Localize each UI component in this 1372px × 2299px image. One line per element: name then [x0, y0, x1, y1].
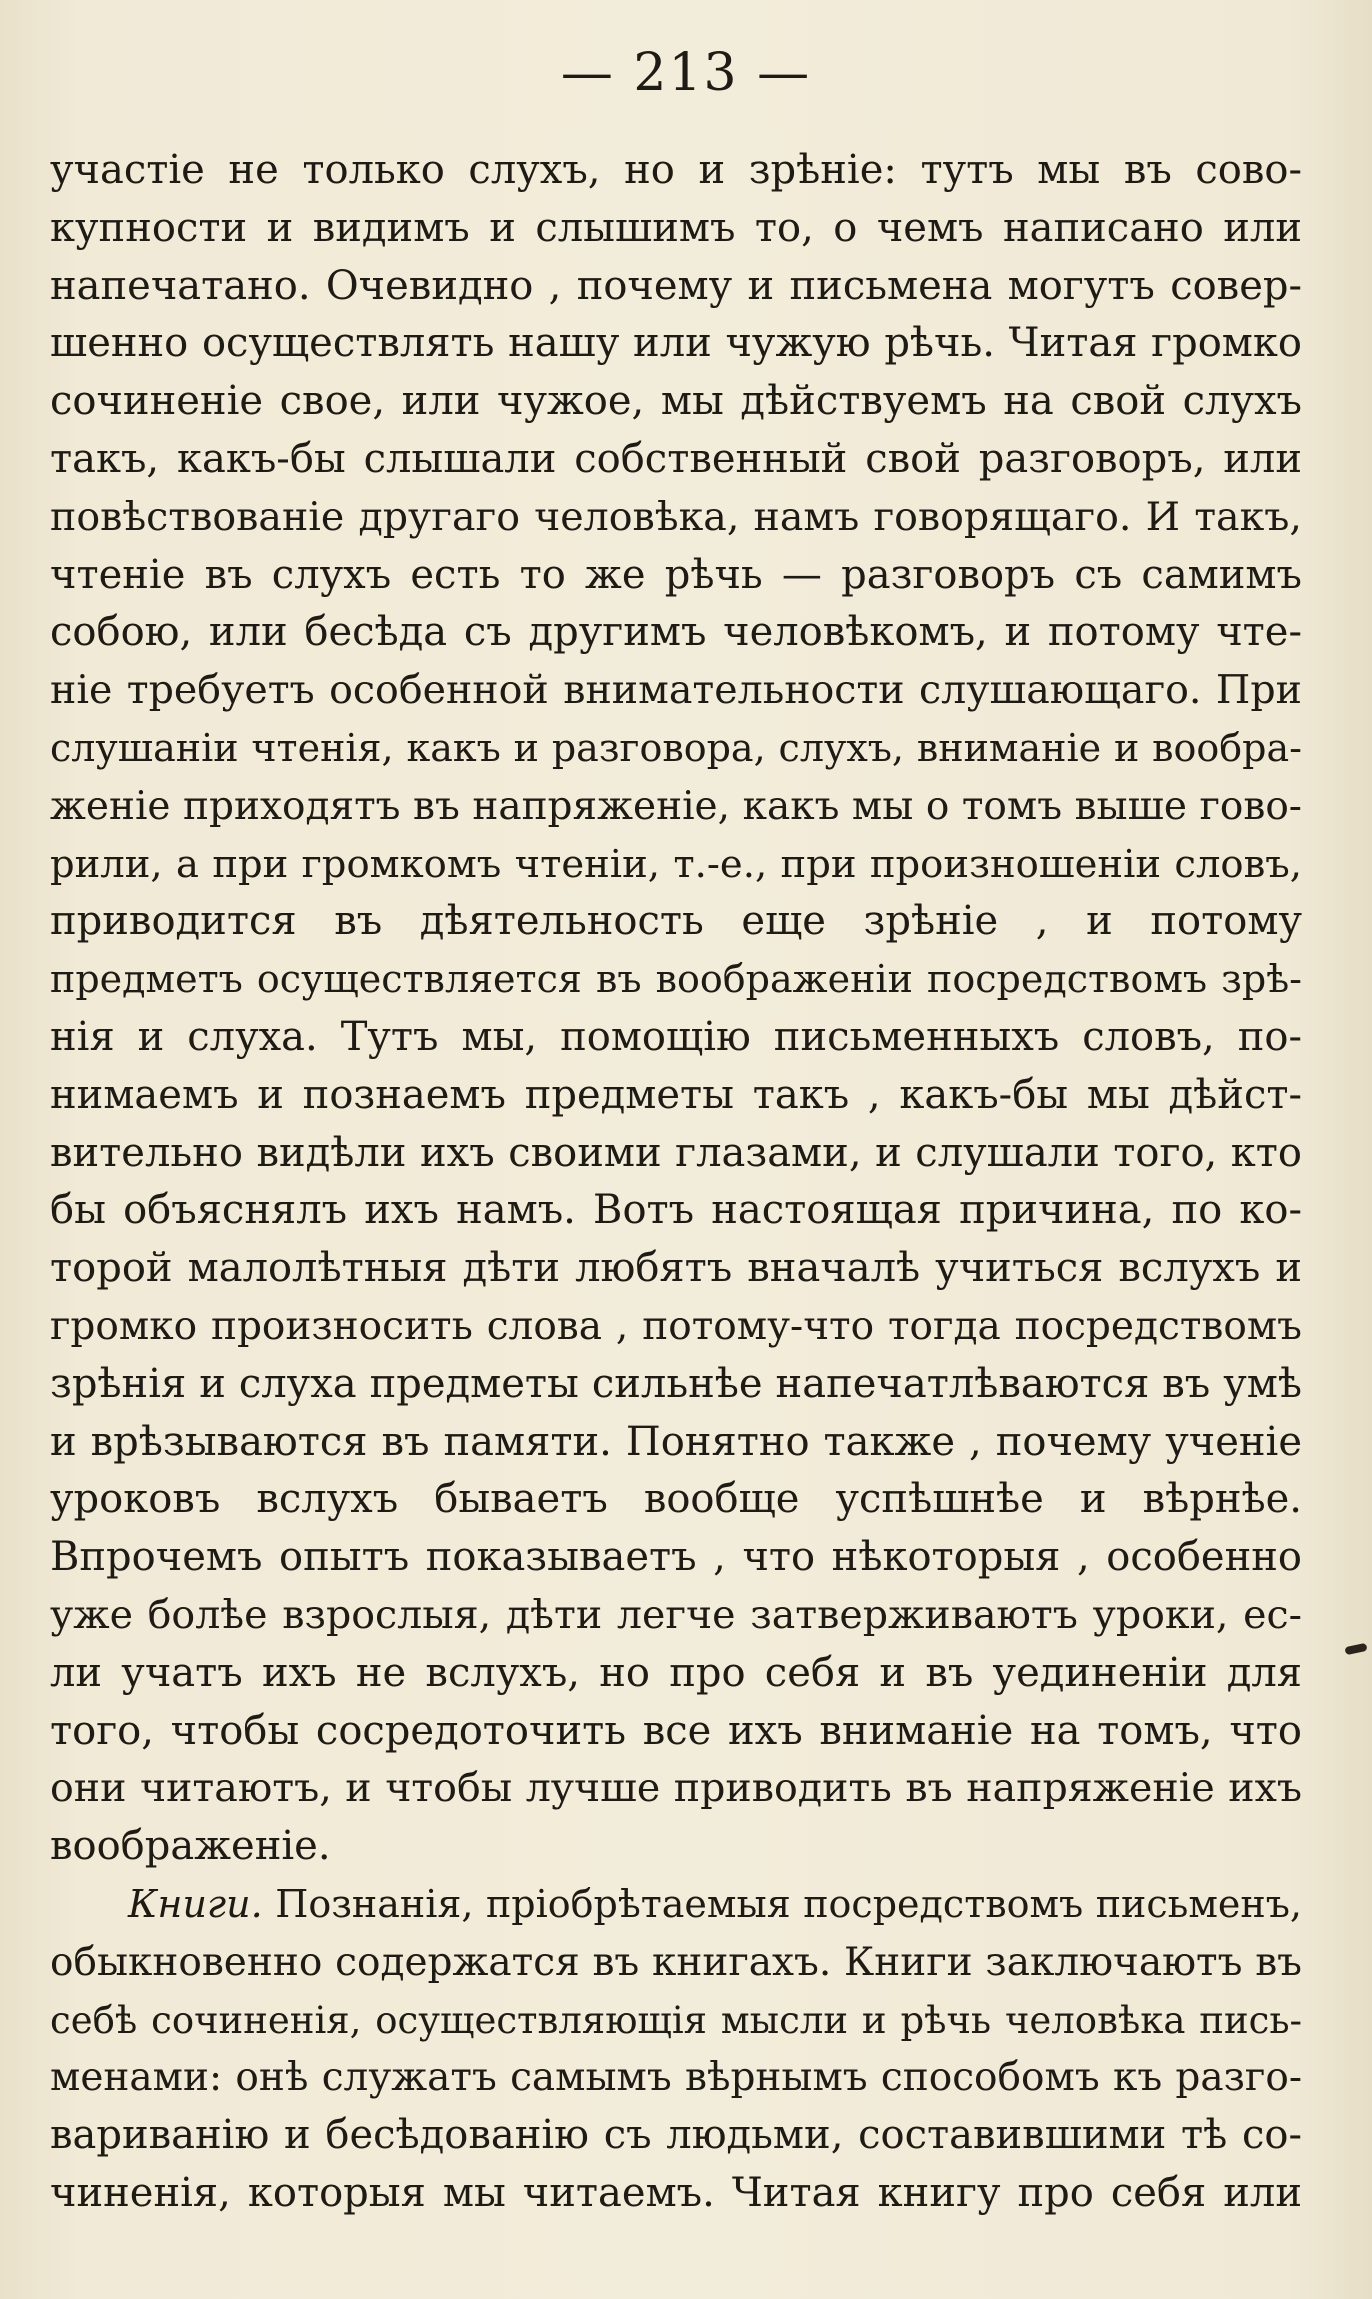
- text-line: шенно осуществлять нашу или чужую рѣчь. Читая громко: [50, 320, 1302, 367]
- text-line: сочиненіе свое, или чужое, мы дѣйствуемъ на свой слухъ: [50, 378, 1302, 425]
- text-fragment: Познанія, пріобрѣтаемыя посредствомъ письменъ,: [275, 1881, 1302, 1926]
- section-heading: Книги.: [128, 1881, 263, 1926]
- text-line: зрѣнія и слуха предметы сильнѣе напечатлѣваются въ умѣ: [50, 1360, 1302, 1407]
- text-line: громко произносить слова , потому-что тогда посредствомъ: [50, 1303, 1302, 1349]
- text-line: себѣ сочиненія, осуществляющія мысли и рѣчь человѣка пись-: [50, 1998, 1302, 2042]
- text-line: купности и видимъ и слышимъ то, о чемъ написано или: [50, 204, 1302, 251]
- paragraph-1: [50, 142, 1302, 1876]
- text-line: вариванію и бесѣдованію съ людьми, составившими тѣ со-: [50, 2112, 1302, 2159]
- text-line: нія и слуха. Тутъ мы, помощію письменныхъ словъ, по-: [50, 1013, 1302, 1060]
- text-line: женіе приходятъ въ напряженіе, какъ мы о томъ выше гово-: [50, 783, 1302, 829]
- text-line: повѣствованіе другаго человѣка, намъ говорящаго. И такъ,: [50, 493, 1302, 540]
- text-line: нимаемъ и познаемъ предметы такъ , какъ-бы мы дѣйст-: [50, 1071, 1302, 1118]
- text-line: такъ, какъ-бы слышали собственный свой разговоръ, или: [50, 435, 1302, 482]
- text-line: уроковъ вслухъ бываетъ вообще успѣшнѣе и вѣрнѣе.: [50, 1476, 1302, 1523]
- text-line: предметъ осуществляется въ воображеніи посредствомъ зрѣ-: [50, 957, 1302, 1002]
- text-line: Впрочемъ опытъ показываетъ , что нѣкоторыя , особенно: [50, 1534, 1302, 1581]
- text-line: и врѣзываются въ памяти. Понятно также , почему ученіе: [50, 1418, 1302, 1465]
- text-line: [50, 1876, 1302, 1934]
- text-line: того, чтобы сосредоточить все ихъ вниманіе на томъ, что: [50, 1707, 1302, 1754]
- text-line: участіе не только слухъ, но и зрѣніе: тутъ мы въ сово-: [50, 147, 1302, 193]
- body-text: [50, 142, 1302, 2223]
- text-line: собою, или бесѣда съ другимъ человѣкомъ, и потому чте-: [50, 609, 1302, 656]
- text-line: уже болѣе взрослыя, дѣти легче затверживаютъ уроки, ес-: [50, 1591, 1302, 1638]
- text-line: воображеніе.: [50, 1823, 331, 1870]
- text-line: чтеніе въ слухъ есть то же рѣчь — разговоръ съ самимъ: [50, 551, 1302, 598]
- text-line: они читаютъ, и чтобы лучше приводить въ напряженіе ихъ: [50, 1765, 1302, 1812]
- text-line: вительно видѣли ихъ своими глазами, и слушали того, кто: [50, 1129, 1302, 1176]
- paragraph-2: [50, 1876, 1302, 2223]
- ink-mark: [1344, 1643, 1367, 1655]
- text-line: чиненія, которыя мы читаемъ. Читая книгу про себя или: [50, 2169, 1302, 2216]
- page-number: — 213 —: [560, 43, 812, 103]
- text-line: рили, а при громкомъ чтеніи, т.-е., при произношеніи словъ,: [50, 841, 1302, 887]
- text-line: бы объяснялъ ихъ намъ. Вотъ настоящая причина, по ко-: [50, 1187, 1302, 1234]
- text-line: напечатано. Очевидно , почему и письмена могутъ совер-: [50, 262, 1302, 309]
- text-line: слушаніи чтенія, какъ и разговора, слухъ, вниманіе и вообра-: [50, 725, 1302, 770]
- text-line: ніе требуетъ особенной внимательности слушающаго. При: [50, 667, 1302, 714]
- text-line: менами: онѣ служатъ самымъ вѣрнымъ способомъ къ разго-: [50, 2055, 1302, 2101]
- text-line: приводится въ дѣятельность еще зрѣніе , и потому: [50, 898, 1302, 945]
- text-line: ли учатъ ихъ не вслухъ, но про себя и въ уединеніи для: [50, 1649, 1302, 1696]
- text-line: торой малолѣтныя дѣти любятъ вначалѣ учиться вслухъ и: [50, 1245, 1302, 1292]
- text-line: обыкновенно содержатся въ книгахъ. Книги заключаютъ въ: [50, 1939, 1302, 1985]
